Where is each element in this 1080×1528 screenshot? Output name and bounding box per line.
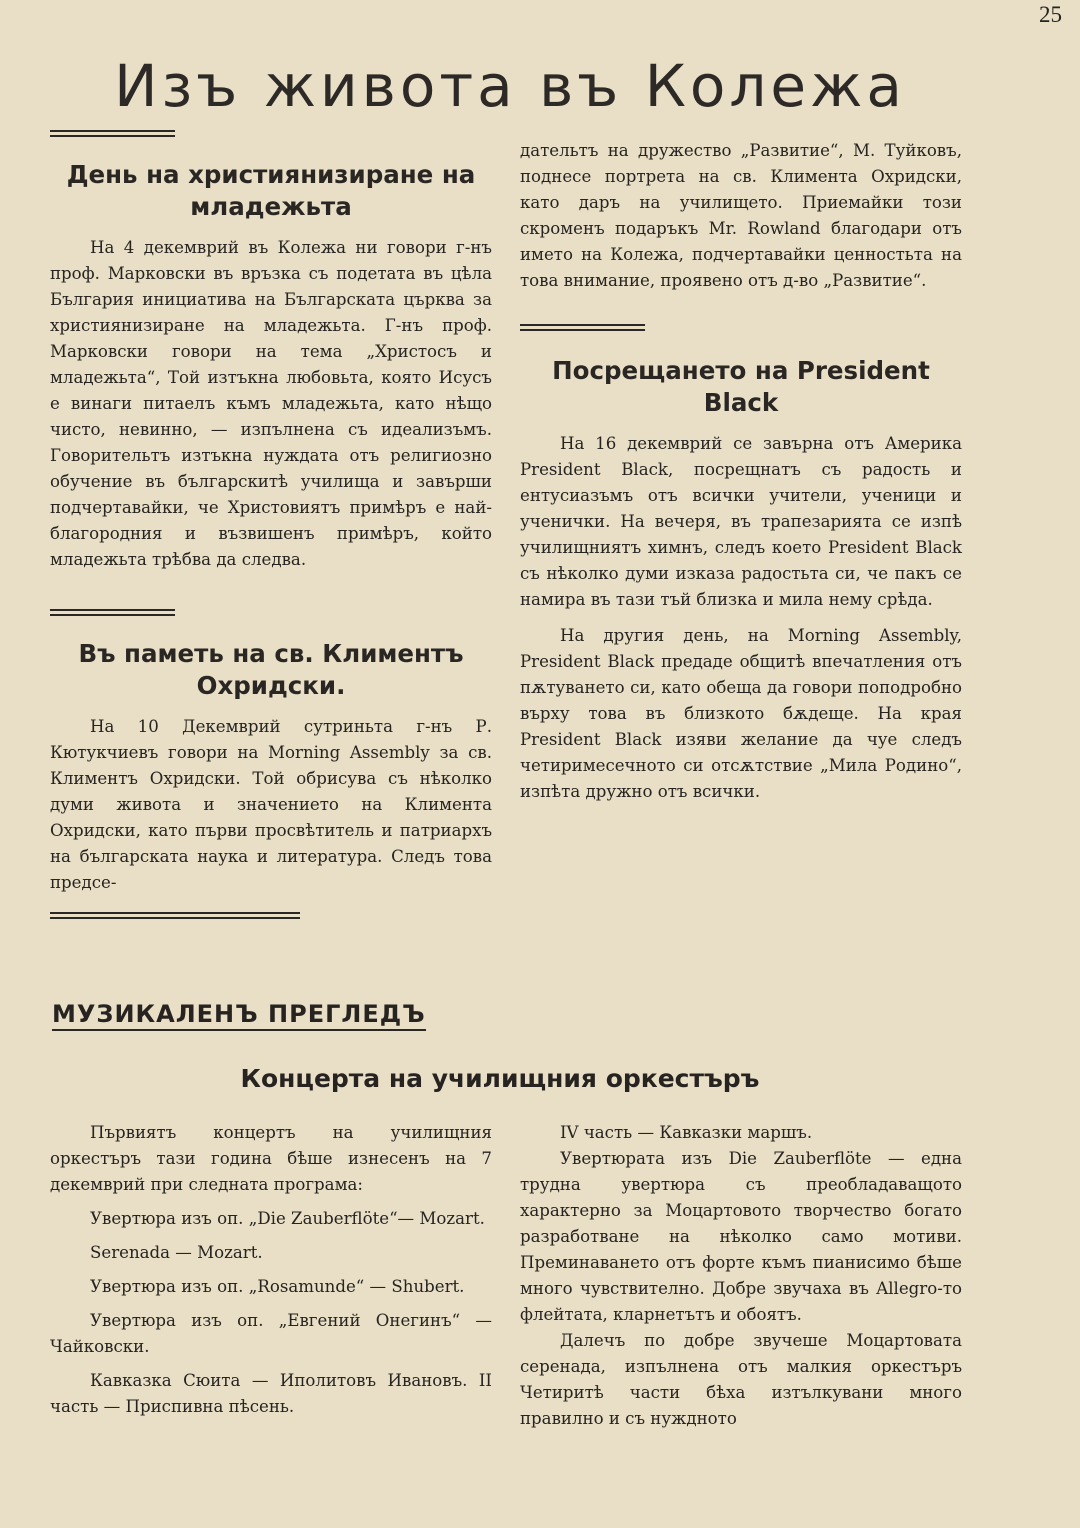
article-title-christianization: День на християнизиране на младежьта bbox=[66, 160, 476, 221]
concert-review-para-2: Далечъ по добре звучеше Моцартовата серенада, изпълнена отъ малкия оркестъръ Четиритѣ части бѣха изтълкувани много правилно и съ нуждното bbox=[520, 1331, 962, 1428]
program-item: Увертюра изъ оп. „Rosamunde“ — Shubert. bbox=[90, 1277, 465, 1296]
concert-right-column bbox=[520, 1120, 962, 1432]
program-item: Кавказка Сюита — Иполитовъ Ивановъ. II часть — Приспивна пѣсень. bbox=[50, 1371, 492, 1416]
right-column-top bbox=[520, 138, 962, 805]
article-body-president-black-2: На другия день, на Morning Assembly, President Black предаде общитѣ впечатления отъ пѫтуването си, като обеща да говори поподробно върху това въ близкото бѫдеще. На края President Black изяви желание да чуе следъ четиримесечното си отсѫтствие „Мила Родино“, изпѣта дружно отъ всички. bbox=[520, 626, 962, 801]
program-item: Увертюра изъ оп. „Евгений Онегинъ“ — Чайковски. bbox=[50, 1311, 492, 1356]
program-item: Увертюра изъ оп. „Die Zauberflöte“— Mozart. bbox=[90, 1209, 485, 1228]
masthead-title: Изъ живота въ Колежа bbox=[114, 52, 906, 120]
section-label-music-review: МУЗИКАЛЕНЪ ПРЕГЛЕДЪ bbox=[52, 1000, 426, 1031]
article-body-kliment-part2: дательтъ на дружество „Развитие“, М. Туйковъ, поднесе портрета на св. Климента Охридски, като даръ на училището. Приемайки този скроменъ подаръкъ Mr. Rowland благодари отъ името на Колежа, подчертавайки ценностьта на това внимание, проявено отъ д-во „Развитие“. bbox=[520, 141, 962, 290]
concert-left-column bbox=[50, 1120, 492, 1420]
program-item-continued: IV часть — Кавказки маршъ. bbox=[560, 1123, 813, 1142]
section-divider bbox=[520, 324, 645, 331]
concert-review-para-1: Увертюрата изъ Die Zauberflöte — една трудна увертюра съ преобладаващото характерно за Моцартовото творчество богато разработване на нѣколко само мотиви. Преминаването отъ форте къмъ пианисимо бѣше много чувствително. Добре звучаха въ Allegro-то флейтата, кларнетътъ и обоятъ. bbox=[520, 1149, 962, 1324]
article-body-christianization: На 4 декемврий въ Колежа ни говори г-нъ проф. Марковски въ връзка съ подетата въ цѣла България инициатива на Българската църква за християнизиране на младежьта. Г-нъ проф. Марковски говори на тема „Христосъ и младежьта“, Той изтъкна любовьта, която Исусъ е винаги питаелъ къмъ младежьта, като нѣщо чисто, невинно, — изпълнена съ идеализъмъ. Говорительтъ изтъкна нуждата отъ религиозно обучение въ българскитѣ училища и завърши подчертавайки, че Христовиятъ примѣръ е най-благородния и възвишенъ примѣръ, който младежьта трѣбва да следва. bbox=[50, 238, 492, 569]
section-divider bbox=[50, 130, 175, 137]
page-number: 25 bbox=[1039, 2, 1062, 27]
section-divider bbox=[50, 609, 175, 616]
left-column-top bbox=[50, 130, 492, 919]
section-divider bbox=[50, 912, 300, 919]
article-title-kliment: Въ паметь на св. Климентъ Охридски. bbox=[78, 639, 464, 700]
article-title-concert: Концерта на училищния оркестъръ bbox=[240, 1064, 760, 1093]
article-body-president-black-1: На 16 декемврий се завърна отъ Америка President Black, посрещнатъ съ радость и ентусиазъмъ отъ всички учители, ученици и ученички. На вечеря, въ трапезарията се изпѣ училищниятъ химнъ, следъ което President Black съ нѣколко думи изказа радостьта си, че пакъ се намира въ тази тъй близка и мила нему срѣда. bbox=[520, 434, 962, 609]
article-body-kliment-part1: На 10 Декемврий сутриньта г-нъ Р. Кютукчиевъ говори на Morning Assembly за св. Климентъ Охридски. Той обрисува съ нѣколко думи живота и значението на Климента Охридски, като първи просвѣтитель и патриархъ на българската наука и литература. Следъ това предсе- bbox=[50, 717, 492, 892]
article-title-president-black: Посрещането на President Black bbox=[552, 356, 930, 417]
concert-intro: Първиятъ концертъ на училищния оркестъръ тази година бѣше изнесенъ на 7 декемврий при следната програма: bbox=[50, 1123, 492, 1194]
program-item: Serenada — Mozart. bbox=[90, 1243, 263, 1262]
